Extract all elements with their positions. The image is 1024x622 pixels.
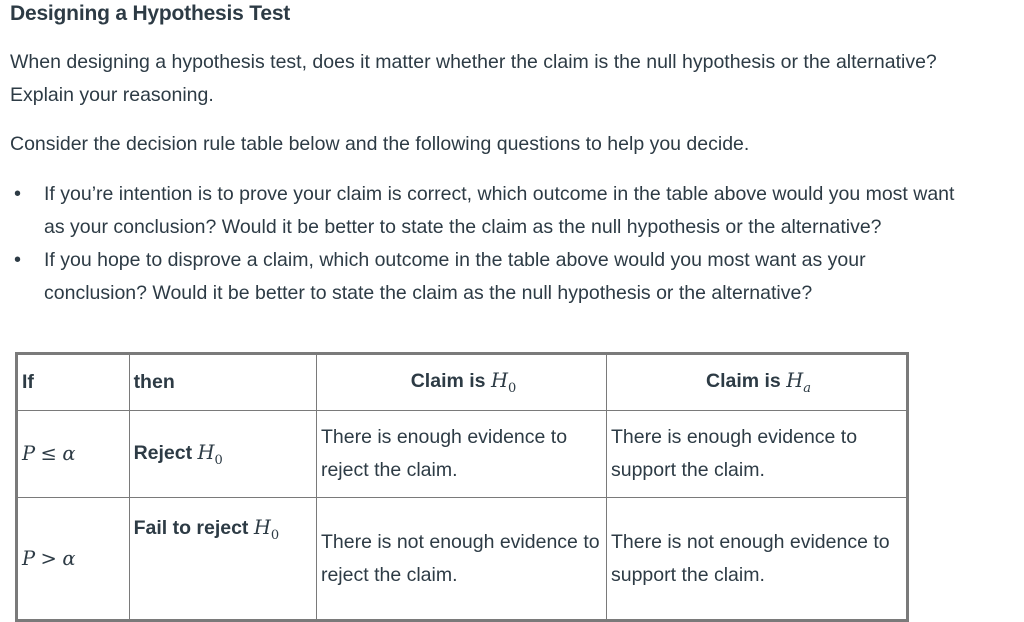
condition-cell: P ≤ α	[17, 411, 130, 498]
decision-rule-table	[15, 352, 909, 622]
header-claim-alt: Claim is $H_a$	[606, 354, 907, 411]
null-outcome-cell: There is enough evidence to reject the claim.	[316, 411, 606, 498]
header-claim-null: Claim is $H_0$	[316, 354, 606, 411]
alt-outcome-cell: There is not enough evidence to support the claim.	[606, 498, 907, 621]
null-outcome-cell: There is not enough evidence to reject the claim.	[316, 498, 606, 621]
instruction-text: Consider the decision rule table below and the following questions to help you decide.	[10, 133, 750, 155]
bullet-icon: •	[14, 249, 22, 271]
action-cell: Fail to reject $H_0$	[129, 498, 316, 621]
list-item	[10, 178, 970, 244]
question-text: If you hope to disprove a claim, which outcome in the table above would you most want as your conclusion? Would it be better to state the claim as the null hypothesis or the alternative?	[44, 249, 866, 304]
guiding-questions-list	[10, 178, 970, 310]
table-row	[17, 498, 908, 621]
header-if: If	[17, 354, 130, 411]
header-then: then	[129, 354, 316, 411]
list-item	[10, 244, 970, 310]
table-row	[17, 411, 908, 498]
condition-cell: P > α	[17, 498, 130, 621]
question-prompt: When designing a hypothesis test, does it matter whether the claim is the null hypothesis or the alternative? Explain your reasoning.	[10, 51, 937, 106]
table-header-row	[17, 354, 908, 411]
question-text: If you’re intention is to prove your claim is correct, which outcome in the table above would you most want as your conclusion? Would it be better to state the claim as the null hypothesis or the alternative?	[44, 183, 955, 238]
page-title: Designing a Hypothesis Test	[10, 2, 291, 25]
bullet-icon: •	[14, 183, 22, 205]
alt-outcome-cell: There is enough evidence to support the claim.	[606, 411, 907, 498]
action-cell: Reject $H_0$	[129, 411, 316, 498]
